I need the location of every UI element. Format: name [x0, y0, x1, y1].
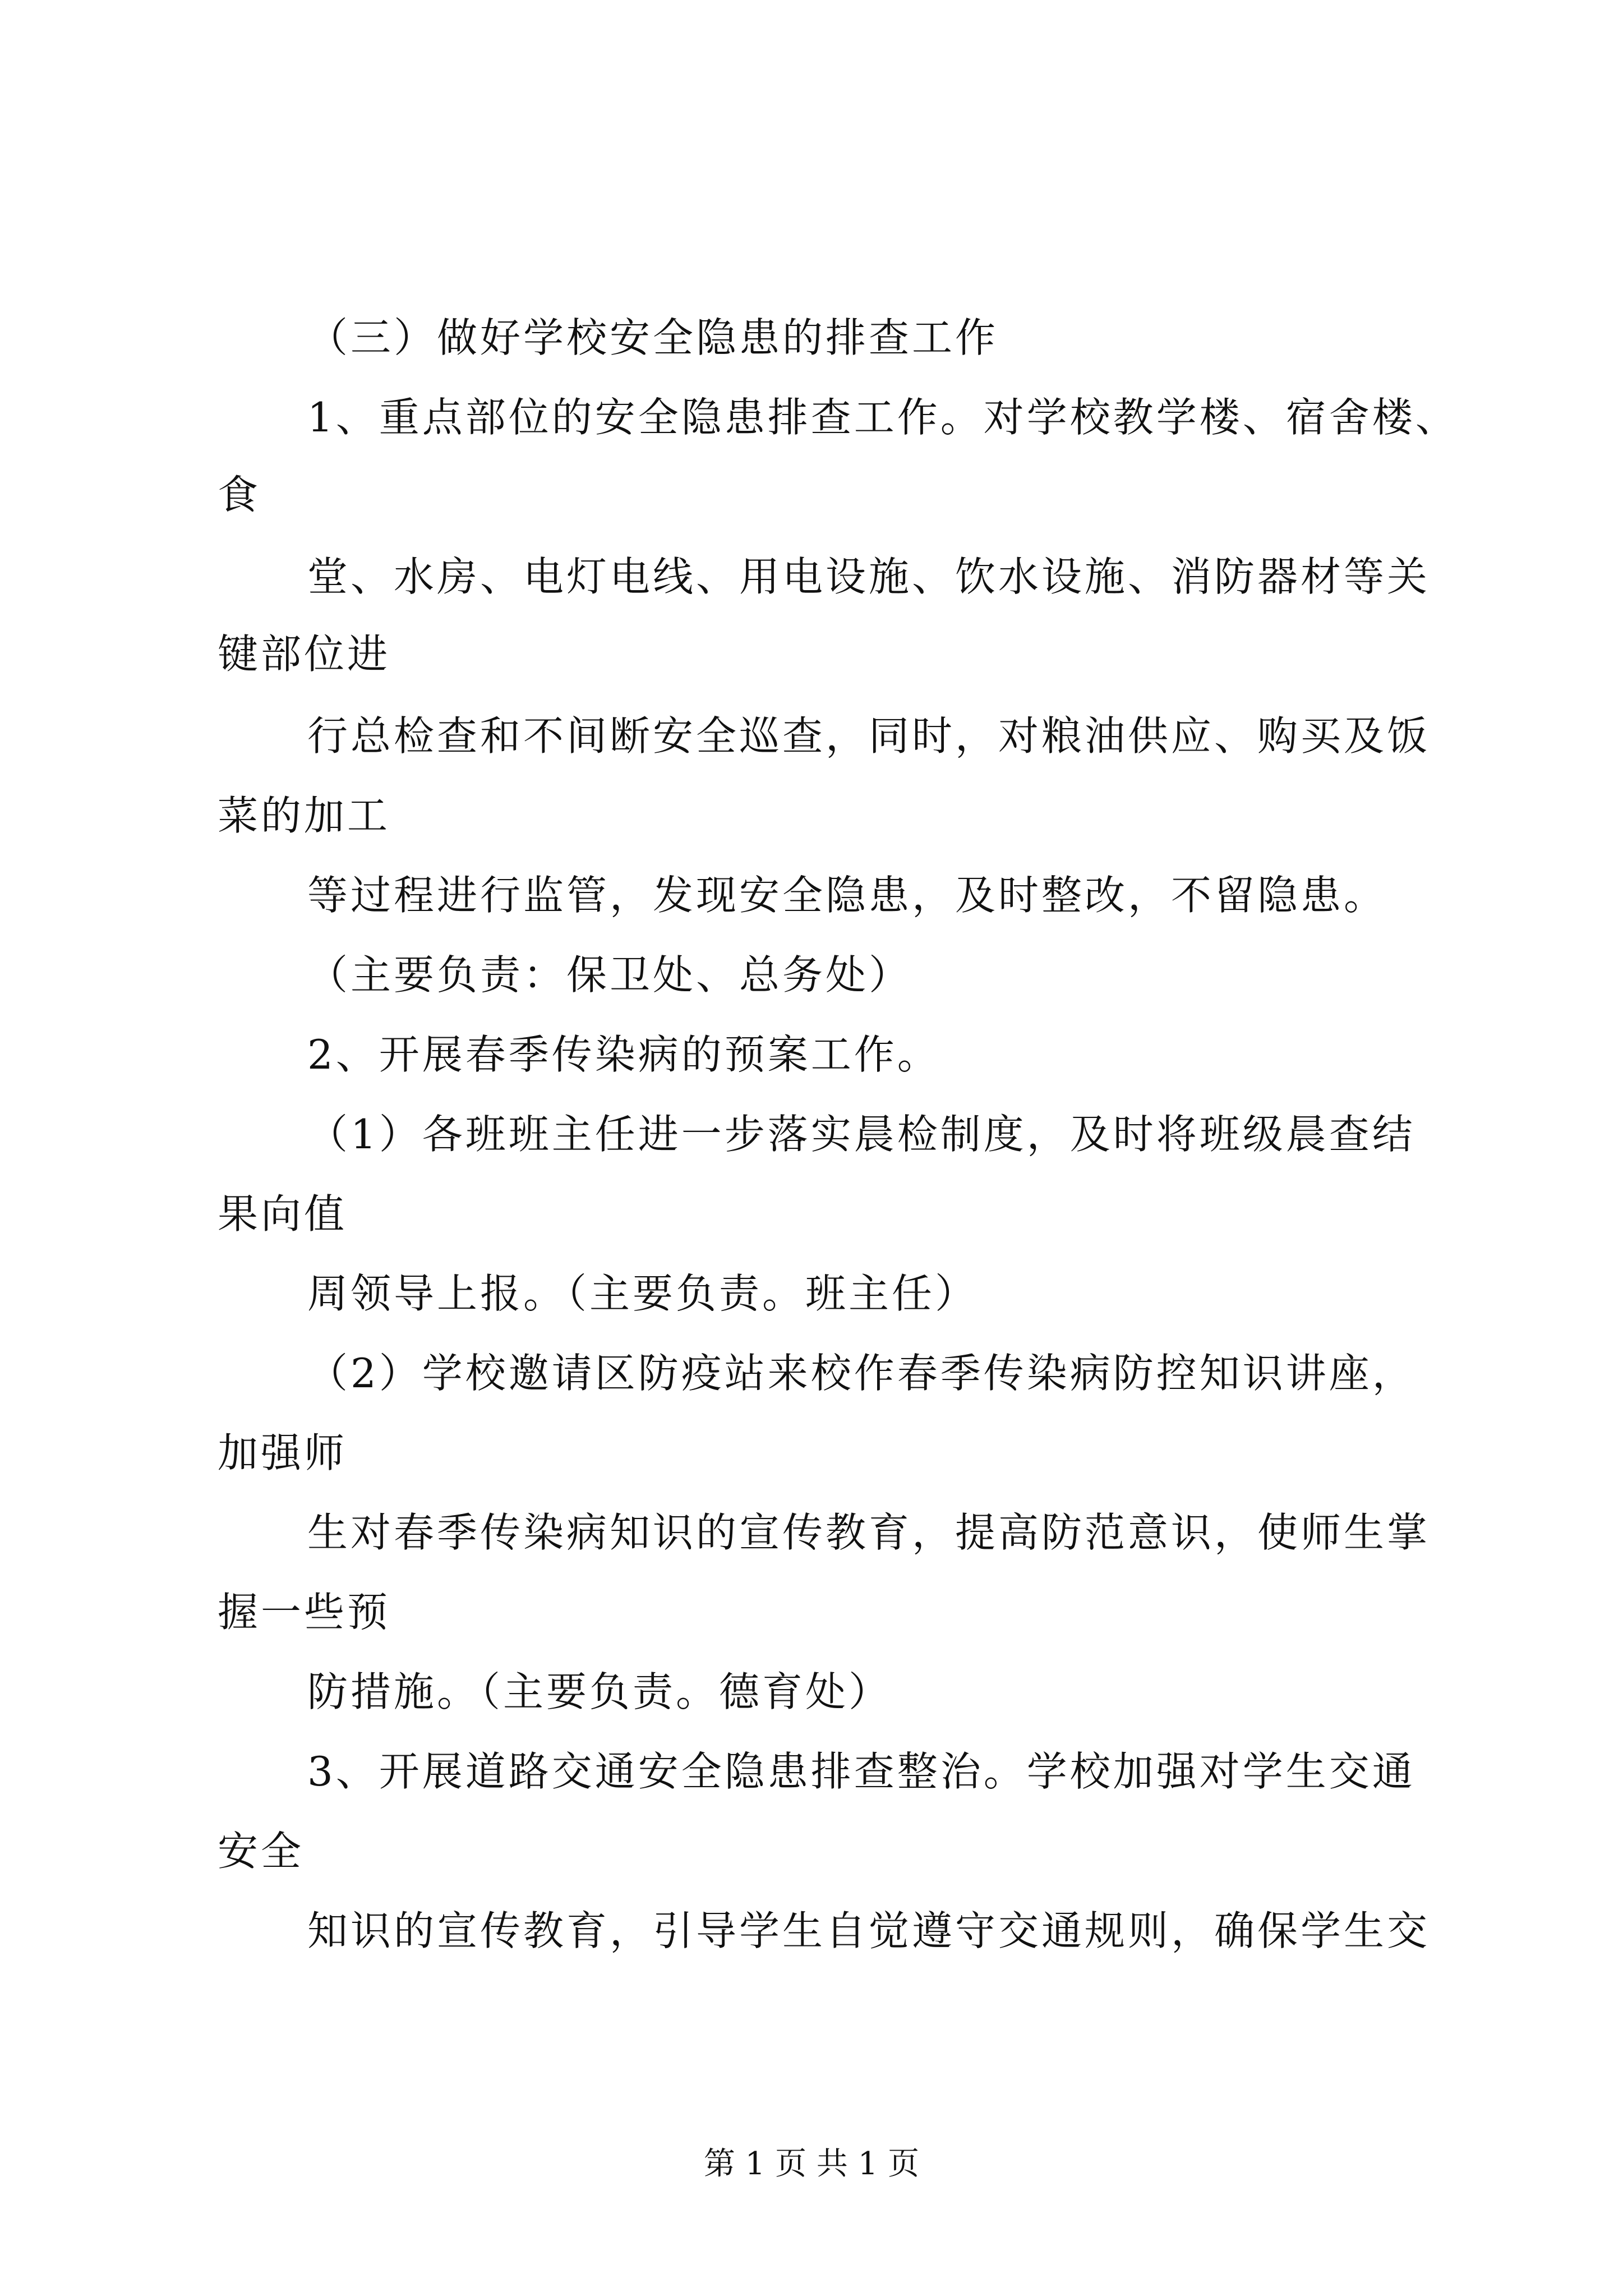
paragraph-line: 菜的加工 [218, 792, 391, 839]
paragraph-line: （主要负责：保卫处、总务处） [307, 951, 912, 999]
paragraph-line: 防措施。（主要负责。德育处） [307, 1668, 892, 1715]
paragraph-line: 3、开展道路交通安全隐患排查整治。学校加强对学生交通 [307, 1748, 1415, 1795]
paragraph-line: 堂、水房、电灯电线、用电设施、饮水设施、消防器材等关 [307, 553, 1431, 600]
paragraph-line: 果向值 [218, 1190, 348, 1237]
section-heading: （三）做好学校安全隐患的排查工作 [307, 314, 999, 361]
paragraph-line: 周领导上报。（主要负责。班主任） [307, 1270, 979, 1317]
paragraph-line: 安全 [218, 1828, 305, 1875]
page-footer: 第 1 页 共 1 页 [703, 2146, 920, 2182]
paragraph-line: （2）学校邀请区防疫站来校作春季传染病防控知识讲座， [307, 1350, 1415, 1397]
paragraph-line: 知识的宣传教育，引导学生自觉遵守交通规则，确保学生交 [307, 1907, 1431, 1954]
paragraph-line: 1、重点部位的安全隐患排查工作。对学校教学楼、宿舍楼、 [307, 394, 1459, 441]
paragraph-line: 行总检查和不间断安全巡查，同时，对粮油供应、购买及饭 [307, 712, 1431, 760]
paragraph-line: 2、开展春季传染病的预案工作。 [307, 1031, 940, 1078]
paragraph-line: 握一些预 [218, 1589, 391, 1636]
paragraph-line: 等过程进行监管，发现安全隐患，及时整改，不留隐患。 [307, 872, 1387, 919]
paragraph-line: （1）各班班主任进一步落实晨检制度，及时将班级晨查结 [307, 1111, 1415, 1158]
paragraph-line: 生对春季传染病知识的宣传教育，提高防范意识，使师生掌 [307, 1509, 1431, 1556]
paragraph-line: 食 [218, 471, 261, 518]
paragraph-line: 键部位进 [218, 631, 391, 678]
paragraph-line: 加强师 [218, 1429, 348, 1476]
